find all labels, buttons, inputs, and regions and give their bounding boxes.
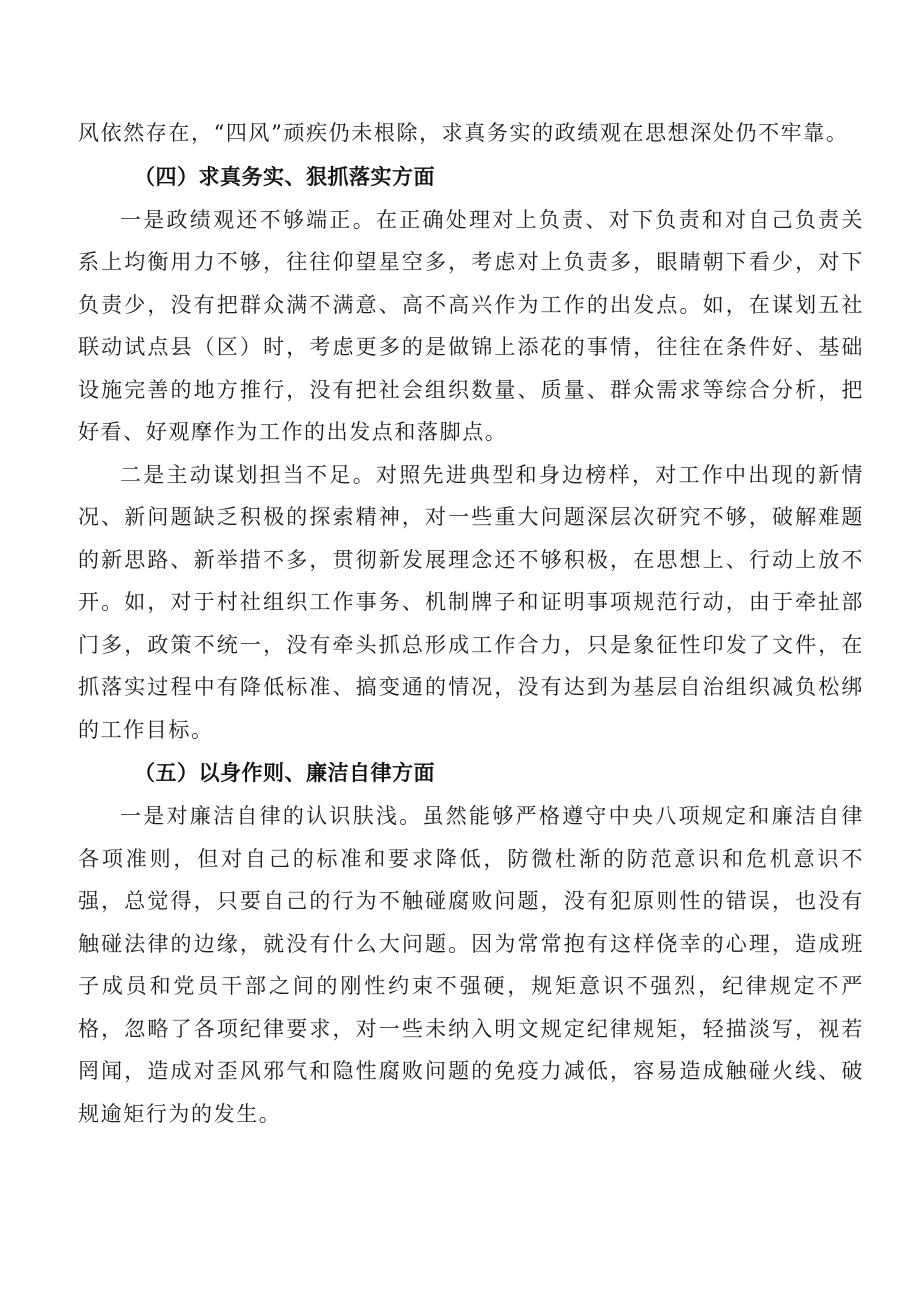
section4-paragraph-2: 二是主动谋划担当不足。对照先进典型和身边榜样，对工作中出现的新情况、新问题缺乏积极的探索精神，对一些重大问题深层次研究不够，破解难题的新思路、新举措不多，贯彻新发展理念还不够积极，在思想上、行动上放不开。如，对于村社组织工作事务、机制牌子和证明事项规范行动，由于牵扯部门多，政策不统一，没有牵头抓总形成工作合力，只是象征性印发了文件，在抓落实过程中有降低标准、搞变通的情况，没有达到为基层自治组织减负松绑的工作目标。 xyxy=(78,462,864,742)
section-heading-4: （四）求真务实、狠抓落实方面 xyxy=(134,164,435,189)
section-heading-5: （五）以身作则、廉洁自律方面 xyxy=(134,761,435,785)
section4-paragraph-1: 一是政绩观还不够端正。在正确处理对上负责、对下负责和对自己负责关系上均衡用力不够，往往仰望星空多，考虑对上负责多，眼睛朝下看少，对下负责少，没有把群众满不满意、高不高兴作为工作的出发点。如，在谋划五社联动试点县（区）时，考虑更多的是做锦上添花的事情，往往在条件好、基础设施完善的地方推行，没有把社会组织数量、质量、群众需求等综合分析，把好看、好观摩作为工作的出发点和落脚点。 xyxy=(78,207,864,444)
document-body xyxy=(78,112,864,1135)
continuation-paragraph: 风依然存在，“四风”顽疾仍未根除，求真务实的政绩观在思想深处仍不牢靠。 xyxy=(78,121,849,145)
section5-paragraph-1: 一是对廉洁自律的认识肤浅。虽然能够严格遵守中央八项规定和廉洁自律各项准则，但对自己的标准和要求降低，防微杜渐的防范意识和危机意识不强，总觉得，只要自己的行为不触碰腐败问题，没有犯原则性的错误，也没有触碰法律的边缘，就没有什么大问题。因为常常抱有这样侥幸的心理，造成班子成员和党员干部之间的刚性约束不强硬，规矩意识不强烈，纪律规定不严格，忽略了各项纪律要求，对一些未纳入明文规定纪律规矩，轻描淡写，视若罔闻，造成对歪风邪气和隐性腐败问题的免疫力减低，容易造成触碰火线、破规逾矩行为的发生。 xyxy=(78,804,864,1126)
